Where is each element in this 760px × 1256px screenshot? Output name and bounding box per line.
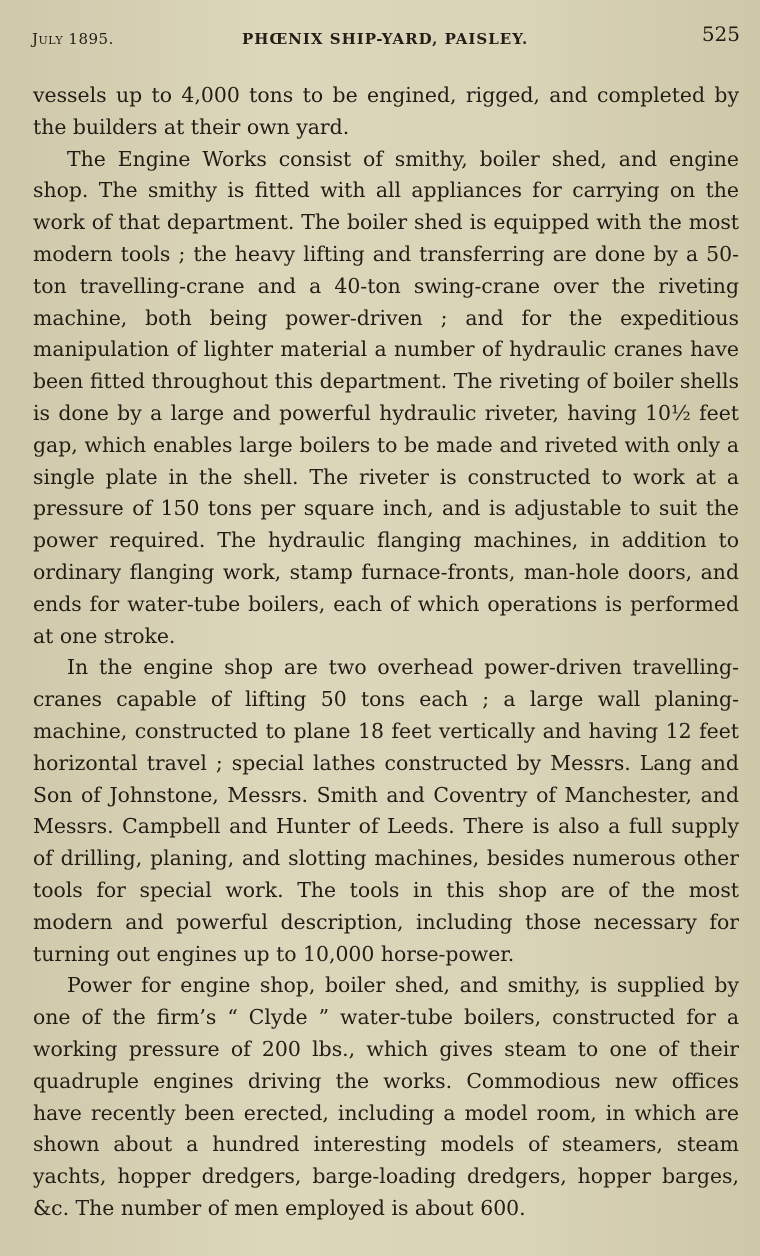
running-head — [32, 22, 742, 50]
paragraph-engine-works: The Engine Works consist of smithy, boiler shed, and engine shop. The smithy is fitted with all appliances for carrying on the work of that department. The boiler shed is equipped with the most modern tools ; the heavy lifting and transferring are done by a 50-ton travelling-crane and a 40-ton swing-crane over the riveting machine, both being power-driven ; and for the expeditious manipulation of lighter material a number of hydraulic cranes have been fitted throughout this department. The riveting of boiler shells is done by a large and powerful hydraulic riveter, having 10½ feet gap, which enables large boilers to be made and riveted with only a single plate in the shell. The riveter is constructed to work at a pressure of 150 tons per square inch, and is adjustable to suit the power required. The hydraulic flanging machines, in addition to ordinary flanging work, stamp furnace-fronts, man-hole doors, and ends for water-tube boilers, each of which operations is performed at one stroke. — [33, 146, 739, 648]
header-title: PHŒNIX SHIP-YARD, PAISLEY. — [242, 30, 529, 48]
header-date: July 1895. — [32, 30, 114, 48]
paragraph-engine-shop: In the engine shop are two overhead power-driven travelling-cranes capable of lifting 50 tons each ; a large wall planing-machine, constructed to plane 18 feet vertically and having 12 feet horizontal travel ; special lathes constructed by Messrs. Lang and Son of Johnstone, Messrs. Smith and Coventry of Manchester, and Messrs. Campbell and Hunter of Leeds. There is also a full supply of drilling, planing, and slotting machines, besides numerous other tools for special work. The tools in this shop are of the most modern and powerful description, including those necessary for turning out engines up to 10,000 horse-power. — [33, 655, 739, 966]
paragraph-continued: vessels up to 4,000 tons to be engined, rigged, and completed by the builders at their own yard. — [33, 83, 739, 139]
page-number: 525 — [701, 22, 740, 46]
body-text — [33, 80, 739, 1225]
paragraph-power-supply: Power for engine shop, boiler shed, and smithy, is supplied by one of the firm’s “ Clyde ” water-tube boilers, constructed for a working pressure of 200 lbs., which gives steam to one of their quadruple engines driving the works. Commodious new offices have recently been erected, including a model room, in which are shown about a hundred interesting models of steamers, steam yachts, hopper dredgers, barge-loading dredgers, hopper barges, &c. The number of men employed is about 600. — [33, 973, 739, 1220]
